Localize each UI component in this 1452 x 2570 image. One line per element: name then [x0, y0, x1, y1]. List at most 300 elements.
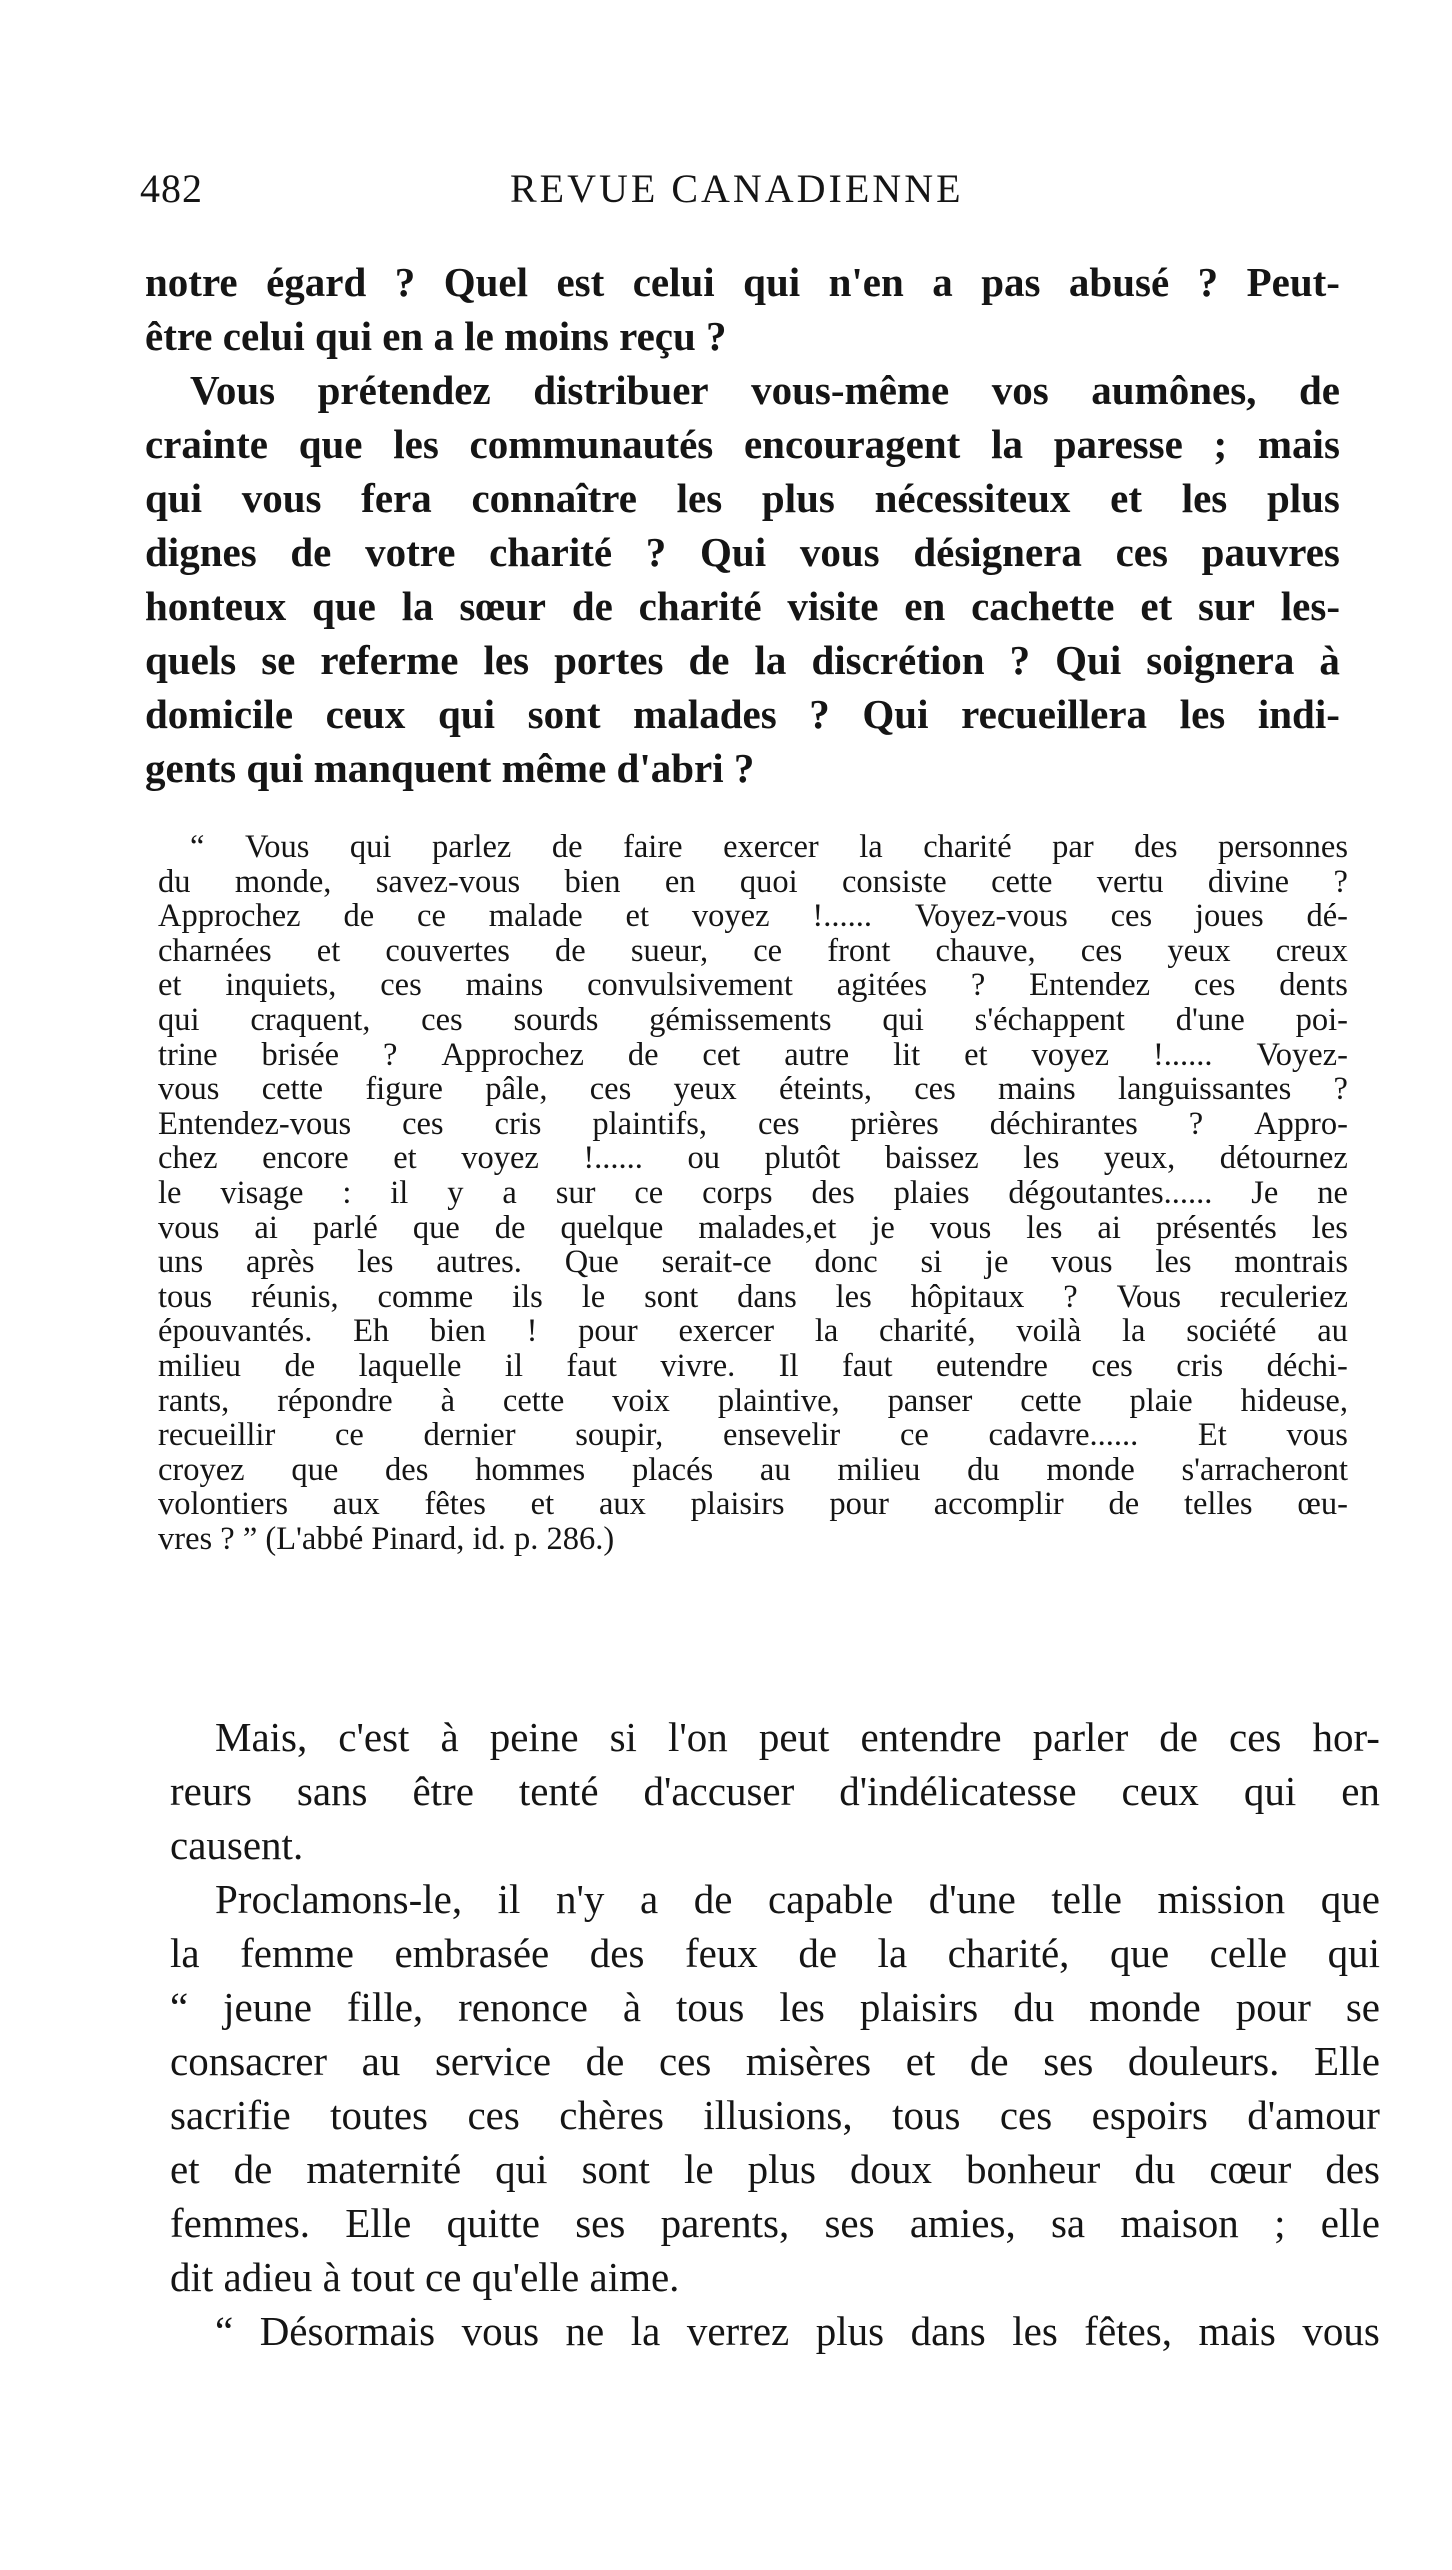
word: de [343, 898, 375, 935]
word: les- [1280, 583, 1340, 629]
word: personnes [1218, 829, 1348, 865]
word: la [877, 1930, 908, 1976]
word: que [1320, 1876, 1380, 1922]
word: ces [757, 1105, 800, 1142]
word: de [494, 1209, 526, 1246]
word: connaître [471, 475, 637, 521]
word: paresse [1053, 421, 1183, 467]
word: distribuer [533, 367, 709, 413]
word: votre [365, 529, 456, 575]
word: je [871, 1209, 895, 1246]
text-line [170, 1872, 1380, 1926]
word: Vous [1116, 1278, 1181, 1315]
word: donc [814, 1244, 878, 1281]
quote-line [158, 1384, 1348, 1419]
word: que [1109, 1930, 1170, 1976]
word: laquelle [358, 1347, 462, 1384]
word: du [1134, 2146, 1176, 2192]
word: et [1110, 475, 1142, 521]
word: plus [815, 2308, 885, 2354]
quote-line [158, 934, 1348, 969]
word: voyez [1031, 1036, 1110, 1073]
word: eutendre [936, 1347, 1048, 1384]
word: d'une [1175, 1001, 1245, 1038]
word: convulsivement [587, 967, 793, 1004]
word: cette [502, 1382, 565, 1419]
word: que [291, 1451, 339, 1488]
word: les [1311, 1209, 1348, 1246]
word: pauvres [1201, 529, 1340, 575]
word: réunis, [251, 1278, 339, 1315]
word: à [1319, 637, 1340, 683]
word: maternité [306, 2146, 462, 2192]
word: ; [1274, 2200, 1286, 2246]
word: comme [377, 1278, 474, 1315]
page-header [140, 165, 1360, 225]
word: fera [361, 475, 432, 521]
quote-line [158, 968, 1348, 1003]
word: qui [743, 259, 801, 305]
word: cette [991, 863, 1053, 900]
word: placés [631, 1451, 714, 1488]
word: serait-ce [661, 1244, 772, 1281]
word: tous [892, 2092, 961, 2138]
word: ? [1009, 637, 1031, 683]
word: cœur [1209, 2146, 1292, 2192]
word: bien [564, 863, 621, 900]
word: vous [158, 1209, 220, 1246]
word: et [905, 2038, 936, 2084]
word: plaintive, [717, 1382, 840, 1419]
word: chez [158, 1140, 218, 1177]
word: plaies [893, 1174, 970, 1211]
word: Qui [862, 691, 929, 737]
word: figure [365, 1071, 443, 1108]
word: Qui [1055, 637, 1122, 683]
word: accomplir [933, 1486, 1064, 1523]
word: ? [1063, 1278, 1078, 1315]
word: Approchez [158, 898, 301, 935]
word: Entendez-vous [158, 1105, 352, 1142]
word: égard [266, 259, 367, 305]
word: plus [747, 2146, 816, 2192]
word: sueur, [630, 932, 709, 969]
word: yeux [1167, 932, 1231, 969]
text-line [170, 2196, 1380, 2250]
word: pâle, [485, 1071, 548, 1108]
word: visite [787, 583, 879, 629]
word: Quel [443, 259, 528, 305]
word: Vous [244, 829, 310, 865]
word: société [1186, 1313, 1277, 1350]
word: de [1108, 1486, 1140, 1523]
word: charnées [158, 932, 272, 969]
word: la [814, 1313, 839, 1350]
word: savez-vous [375, 863, 521, 900]
word: désignera [913, 529, 1082, 575]
word: de [551, 829, 583, 865]
word: ces [1229, 1714, 1282, 1760]
word: la [754, 637, 787, 683]
word: a [639, 1876, 659, 1922]
word: agitées [836, 967, 927, 1004]
word: qui [1243, 1768, 1297, 1814]
word: en [904, 583, 946, 629]
word: !...... [1152, 1036, 1213, 1073]
word: ces [589, 1071, 632, 1108]
word: en [1341, 1768, 1380, 1814]
word: il [504, 1347, 523, 1384]
quote-line [158, 1107, 1348, 1142]
word: autres. [436, 1244, 522, 1281]
word: pour [1235, 1984, 1311, 2030]
word: vous [1302, 2308, 1380, 2354]
word: les [1026, 1209, 1063, 1246]
word: être [412, 1768, 474, 1814]
word: aux [598, 1486, 646, 1523]
word: dé- [1306, 898, 1348, 935]
word: referme [320, 637, 459, 683]
word: sur [555, 1174, 596, 1211]
word: ne [1317, 1174, 1348, 1211]
word: après [245, 1244, 315, 1281]
word: sourds [513, 1001, 599, 1038]
word: hommes [475, 1451, 586, 1488]
word: ces [421, 1001, 463, 1038]
word: couvertes [385, 932, 510, 969]
word: quoi [739, 863, 798, 900]
word: front [827, 932, 891, 969]
word: ceux [325, 691, 406, 737]
word: vous-même [751, 367, 950, 413]
word: vous [929, 1209, 992, 1246]
word: dents [1279, 967, 1348, 1004]
word: fêtes, [1084, 2308, 1172, 2354]
word: n'en [828, 259, 904, 305]
word: ces [1115, 529, 1168, 575]
word: du [1013, 1984, 1055, 2030]
word: les [1023, 1140, 1060, 1177]
word: les [1179, 691, 1226, 737]
word: ! [526, 1313, 538, 1350]
word: yeux, [1103, 1140, 1176, 1177]
word: plus [761, 475, 835, 521]
top-paragraphs [145, 255, 1340, 795]
word: Que [564, 1244, 619, 1281]
word: ai [254, 1209, 278, 1246]
word: l'on [667, 1714, 728, 1760]
word: hideuse, [1240, 1382, 1348, 1419]
text-line [145, 417, 1340, 471]
word: à [440, 1382, 456, 1419]
word: qui [349, 829, 392, 865]
word: reculeriez [1219, 1278, 1348, 1315]
word: a [502, 1174, 517, 1211]
word: malades,et [698, 1209, 837, 1246]
word: dignes [145, 529, 257, 575]
word: maison [1120, 2200, 1239, 2246]
word: vivre. [660, 1347, 736, 1384]
text-line: dit adieu à tout ce qu'elle aime. [170, 2254, 680, 2300]
word: ces [402, 1105, 444, 1142]
word: Elle [1313, 2038, 1380, 2084]
text-line: causent. [170, 1822, 304, 1868]
word: dans [910, 2308, 986, 2354]
word: vertu [1096, 863, 1164, 900]
word: voyez [461, 1140, 539, 1177]
word: et [1140, 583, 1173, 629]
word: d'amour [1247, 2092, 1380, 2138]
word: Elle [345, 2200, 412, 2246]
word: rants, [158, 1382, 230, 1419]
word: ? [1188, 1105, 1204, 1142]
word: des [1134, 829, 1178, 865]
word: “ [190, 829, 205, 865]
word: Désormais [259, 2308, 436, 2354]
word: ses [575, 2200, 626, 2246]
word: Entendez [1029, 967, 1151, 1004]
word: chauve, [935, 932, 1036, 969]
word: faut [842, 1347, 893, 1384]
word: milieu [837, 1451, 921, 1488]
word: parler [1032, 1714, 1129, 1760]
word: soignera [1146, 637, 1295, 683]
word: qui [882, 1001, 924, 1038]
word: ces [999, 2092, 1053, 2138]
word: ? [970, 967, 986, 1004]
word: visage [220, 1174, 304, 1211]
word: Proclamons-le, [215, 1876, 463, 1922]
word: exercer [723, 829, 819, 865]
word: de [688, 637, 730, 683]
word: cette [261, 1071, 324, 1108]
word: notre [145, 259, 238, 305]
word: tous [158, 1278, 213, 1315]
word: douleurs. [1127, 2038, 1280, 2084]
word: hôpitaux [910, 1278, 1025, 1315]
word: je [984, 1244, 1009, 1281]
word: sur [1198, 583, 1255, 629]
word: plutôt [764, 1140, 841, 1177]
word: à [440, 1714, 459, 1760]
word: et [170, 2146, 200, 2192]
word: la [1122, 1313, 1146, 1350]
quote-line: vres ? ” (L'abbé Pinard, id. p. 286.) [158, 1520, 615, 1557]
word: et [530, 1486, 555, 1523]
word: prétendez [317, 367, 491, 413]
word: reurs [170, 1768, 252, 1814]
word: fille, [346, 1984, 424, 2030]
word: milieu [158, 1347, 242, 1384]
word: de [571, 583, 613, 629]
word: monde, [234, 863, 332, 900]
word: du [967, 1451, 1000, 1488]
word: consiste [842, 863, 947, 900]
word: charité [638, 583, 762, 629]
text-line [170, 1980, 1380, 2034]
word: vous [1051, 1244, 1113, 1281]
word: de [693, 1876, 733, 1922]
word: elle [1320, 2200, 1380, 2246]
quote-line [158, 1280, 1348, 1315]
word: ce [334, 1417, 364, 1454]
word: mais [1257, 421, 1340, 467]
word: monde [1046, 1451, 1135, 1488]
word: se [261, 637, 296, 683]
word: de [1159, 1714, 1198, 1760]
word: de [1298, 367, 1340, 413]
word: sacrifie [170, 2092, 291, 2138]
word: recueillera [961, 691, 1148, 737]
word: d'accuser [643, 1768, 795, 1814]
block-quote [158, 830, 1348, 1556]
word: cachette [971, 583, 1115, 629]
word: les [835, 1278, 872, 1315]
word: communautés [469, 421, 714, 467]
word: portes [554, 637, 664, 683]
word: encouragent [743, 421, 961, 467]
word: peut [758, 1714, 830, 1760]
word: indi- [1257, 691, 1340, 737]
word: soupir, [575, 1417, 664, 1454]
quote-line [158, 899, 1348, 934]
word: ? [1197, 259, 1219, 305]
word: ceux [1121, 1768, 1199, 1814]
word: en [664, 863, 696, 900]
word: parlez [431, 829, 512, 865]
word: mission [1157, 1876, 1286, 1922]
word: discrétion [811, 637, 985, 683]
word: plaisirs [690, 1486, 785, 1523]
quote-line [158, 1038, 1348, 1073]
word: s'arracheront [1181, 1451, 1348, 1488]
word: de [798, 1930, 838, 1976]
word: croyez [158, 1451, 245, 1488]
word: à [622, 1984, 642, 2030]
word: déchirantes [989, 1105, 1138, 1142]
word: vous [1286, 1417, 1348, 1454]
word: se [1345, 1984, 1380, 2030]
word: les [1012, 2308, 1058, 2354]
word: “ [215, 2308, 234, 2354]
word: ces [658, 2038, 712, 2084]
word: plaisirs [859, 1984, 979, 2030]
word: est [556, 259, 605, 305]
word: ? [645, 529, 667, 575]
word: fêtes [424, 1486, 486, 1523]
word: Voyez-vous [914, 898, 1068, 935]
quote-line [158, 1349, 1348, 1384]
word: divine [1207, 863, 1290, 900]
word: sa [1050, 2200, 1086, 2246]
quote-line [158, 1211, 1348, 1246]
word: quelque [560, 1209, 664, 1246]
word: Mais, [215, 1714, 308, 1760]
word: de [284, 1347, 316, 1384]
word: ces [1080, 932, 1123, 969]
word: aux [332, 1486, 380, 1523]
word: de [290, 529, 332, 575]
word: des [385, 1451, 429, 1488]
quote-line [158, 1141, 1348, 1176]
word: quitte [446, 2200, 540, 2246]
word: parlé [312, 1209, 378, 1246]
word: montrais [1234, 1244, 1348, 1281]
word: volontiers [158, 1486, 288, 1523]
word: embrasée [394, 1930, 550, 1976]
word: ces [467, 2092, 520, 2138]
word: yeux [673, 1071, 737, 1108]
word: ou [687, 1140, 720, 1177]
word: y [447, 1174, 464, 1211]
word: ce [753, 932, 783, 969]
word: recueillir [158, 1417, 276, 1454]
word: bonheur [965, 2146, 1101, 2192]
page-number: 482 [140, 166, 203, 211]
word: doux [849, 2146, 932, 2192]
word: par [1052, 829, 1094, 865]
word: plaintifs, [592, 1105, 708, 1142]
word: vous [461, 2308, 540, 2354]
word: la [630, 2308, 661, 2354]
word: service [434, 2038, 552, 2084]
word: le [581, 1278, 606, 1315]
text-line [145, 579, 1340, 633]
quote-line [158, 1176, 1348, 1211]
word: cris [1176, 1347, 1224, 1384]
word: Voyez- [1256, 1036, 1348, 1073]
word: sœur [459, 583, 546, 629]
word: que [312, 583, 376, 629]
word: dégoutantes...... [1008, 1174, 1213, 1211]
text-line [170, 1926, 1380, 1980]
word: !...... [583, 1140, 643, 1177]
word: des [811, 1174, 855, 1211]
word: sont [644, 1278, 699, 1315]
word: ces [380, 967, 422, 1004]
word: ses [1043, 2038, 1094, 2084]
word: Peut- [1246, 259, 1340, 305]
word: de [233, 2146, 273, 2192]
word: et [625, 898, 649, 935]
text-line [145, 255, 1340, 309]
quote-line [158, 1487, 1348, 1522]
word: celle [1209, 1930, 1288, 1976]
word: lit [893, 1036, 921, 1073]
word: sans [296, 1768, 368, 1814]
quote-line [158, 1072, 1348, 1107]
word: femme [240, 1930, 354, 1976]
word: ? [1333, 863, 1348, 900]
word: corps [702, 1174, 773, 1211]
word: du [158, 863, 191, 900]
word: creux [1275, 932, 1348, 969]
word: entendre [860, 1714, 1002, 1760]
word: brisée [261, 1036, 340, 1073]
word: ces [1091, 1347, 1133, 1384]
word: capable [768, 1876, 894, 1922]
word: espoirs [1091, 2092, 1208, 2138]
quote-line [158, 1453, 1348, 1488]
word: ces [1193, 967, 1236, 1004]
word: si [609, 1714, 637, 1760]
word: au [759, 1451, 791, 1488]
word: Je [1251, 1174, 1279, 1211]
word: “ [170, 1984, 189, 2030]
word: vous [158, 1071, 220, 1108]
word: prières [850, 1105, 939, 1142]
word: cadavre...... [988, 1417, 1139, 1454]
